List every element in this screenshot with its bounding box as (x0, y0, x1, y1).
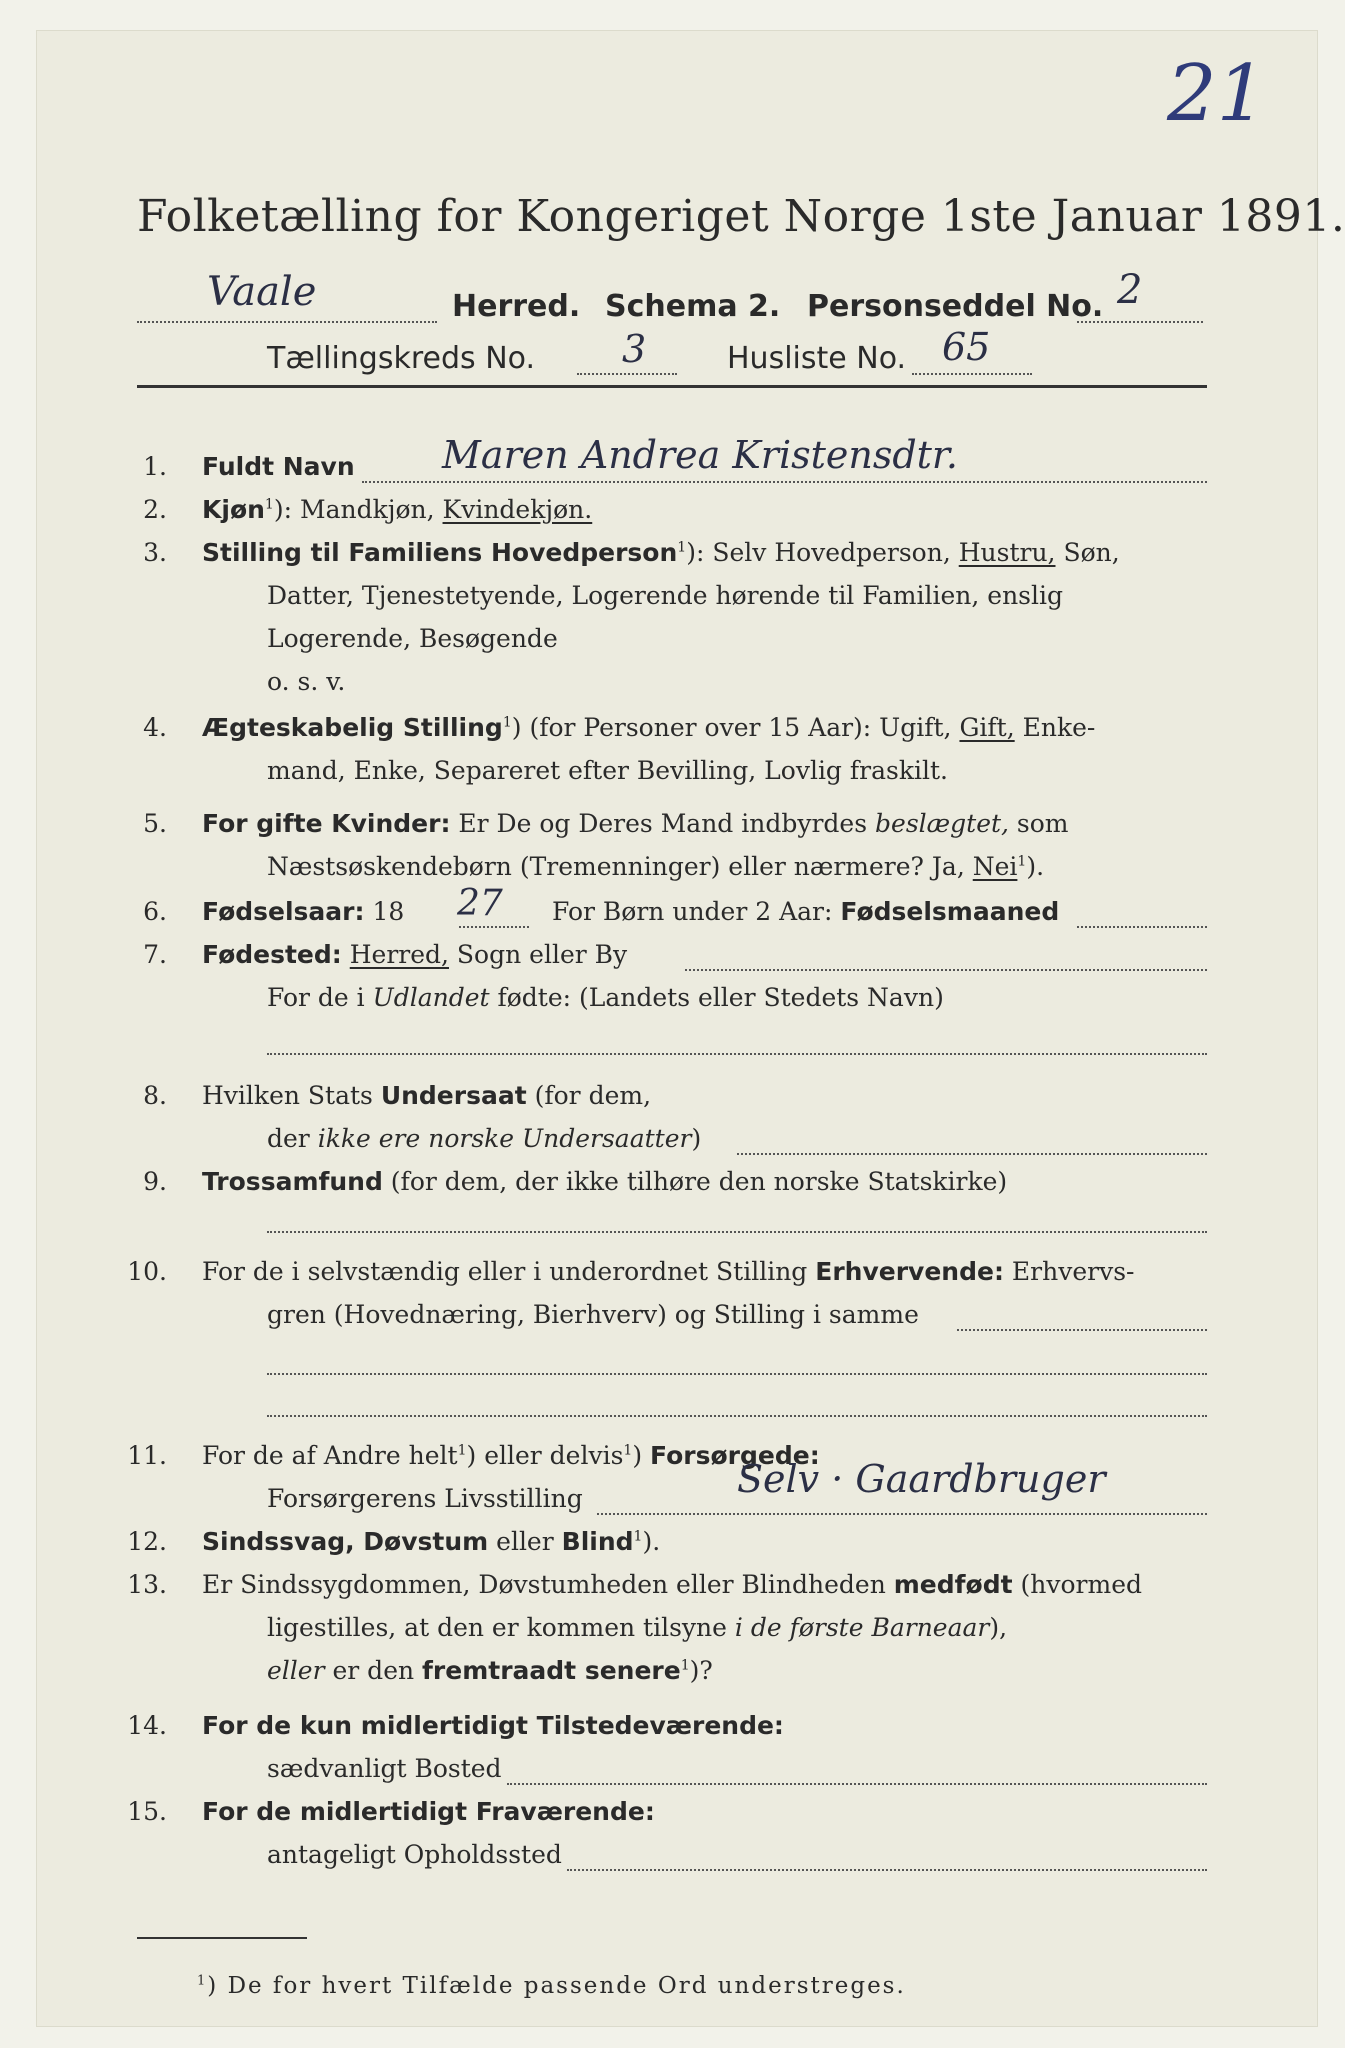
item-8-label: Undersaat (380, 1081, 527, 1110)
footnote-text: ) De for hvert Tilfælde passende Ord understreges. (207, 1973, 906, 1999)
item-7-number: 7. (143, 940, 167, 969)
item-7-line2-italic: Udlandet (372, 983, 490, 1012)
header-rule (137, 385, 1207, 388)
item-5-sup: 1 (1017, 853, 1027, 870)
item-6-value: 27 (457, 883, 503, 924)
footnote (197, 1973, 906, 1999)
item-8-line2-a: der (267, 1124, 318, 1153)
item-13-line3-a: er den (324, 1656, 423, 1685)
item-6-text: For Børn under 2 Aar: (552, 897, 841, 926)
item-8-line-2 (267, 1124, 701, 1153)
item-5-line-2 (267, 852, 1044, 881)
item-9-dots (267, 1231, 1207, 1233)
item-7-text: Sogn eller By (448, 940, 628, 969)
item-12-line (202, 1527, 660, 1556)
item-13-number: 13. (127, 1570, 167, 1599)
herred-label: Herred. (452, 289, 581, 324)
personseddel-dots (1077, 321, 1203, 323)
kreds-dots (577, 373, 677, 375)
item-9-label: Trossamfund (202, 1167, 383, 1196)
item-2-underlined: Kvindekjøn. (442, 495, 593, 524)
item-13-line-3 (267, 1656, 713, 1685)
item-12-label2: Blind (561, 1527, 634, 1556)
item-4-sup: 1 (502, 714, 512, 731)
item-11-sup: 1 (457, 1442, 467, 1459)
item-2-sup: 1 (264, 496, 274, 513)
item-10-dots-2 (267, 1373, 1207, 1375)
husliste-dots (912, 373, 1032, 375)
item-10-number: 10. (127, 1257, 167, 1286)
item-11-sup2: 1 (623, 1442, 633, 1459)
item-4-line-2: mand, Enke, Separeret efter Bevilling, Lovlig fraskilt. (267, 756, 948, 785)
item-1-dots (362, 481, 1207, 483)
item-6-dots-b (1077, 926, 1207, 928)
item-5-line-1 (202, 809, 1069, 838)
item-13-text-a: Er Sindssygdommen, Døvstumheden eller Blindheden (202, 1570, 894, 1599)
item-2-number: 2. (143, 495, 167, 524)
item-13-line3-italic: eller (267, 1656, 325, 1685)
item-11-number: 11. (127, 1441, 167, 1470)
item-6-label: Fødselsaar: (202, 897, 365, 926)
item-6-text-line (552, 897, 1059, 926)
item-14-pre: For de kun (202, 1711, 361, 1740)
form-title: Folketælling for Kongeriget Norge 1ste Januar 1891. (137, 191, 1345, 242)
item-11-label: Forsørgede: (650, 1441, 820, 1470)
item-11-value: Selv · Gaardbruger (737, 1457, 1106, 1501)
item-7-dots (685, 969, 1207, 971)
item-11-line-2: Forsørgerens Livsstilling (267, 1484, 583, 1513)
item-14-line-2: sædvanligt Bosted (267, 1754, 502, 1783)
item-4-label: Ægteskabelig Stilling (202, 713, 503, 742)
kreds-label: Tællingskreds No. (267, 341, 535, 376)
item-6-prefix: 18 (364, 897, 405, 926)
item-10-dots-3 (267, 1415, 1207, 1417)
item-10-line-1 (202, 1257, 1134, 1286)
item-2-label: Kjøn (202, 495, 265, 524)
item-13-line-1 (202, 1570, 1142, 1599)
item-3-number: 3. (143, 538, 167, 567)
item-12-label: Sindssvag, Døvstum (202, 1527, 489, 1556)
item-13-line2-b: ), (989, 1613, 1008, 1642)
item-11-text-c: ) (632, 1441, 651, 1470)
item-1-value: Maren Andrea Kristensdtr. (442, 433, 959, 477)
item-6-label2: Fødselsmaaned (840, 897, 1060, 926)
item-6-number: 6. (143, 897, 167, 926)
item-13-text-b: (hvormed (1012, 1570, 1142, 1599)
item-8-number: 8. (143, 1081, 167, 1110)
item-5-line2-b: ). (1026, 852, 1045, 881)
item-4-number: 4. (143, 713, 167, 742)
item-11-dots (597, 1513, 1207, 1515)
item-13-line2-italic: i de første Barneaar (734, 1613, 990, 1642)
item-7-dots-2 (267, 1053, 1207, 1055)
kreds-value: 3 (622, 327, 647, 371)
item-5-text-b: som (1008, 809, 1069, 838)
item-13-line-2 (267, 1613, 1007, 1642)
item-11-text-a: For de af Andre helt (202, 1441, 458, 1470)
item-7-underlined: Herred, (349, 940, 449, 969)
item-2-pre: ): Mandkjøn, (273, 495, 443, 524)
item-3-sup: 1 (677, 539, 687, 556)
item-15-line-2: antageligt Opholdssted (267, 1840, 562, 1869)
item-5-number: 5. (143, 809, 167, 838)
item-1-number: 1. (143, 452, 167, 481)
item-1-label: Fuldt Navn (202, 452, 355, 481)
item-14-dots (507, 1783, 1207, 1785)
footnote-sup: 1 (197, 1973, 208, 1989)
item-14-number: 14. (127, 1711, 167, 1740)
item-13-line3-b: )? (689, 1656, 713, 1685)
item-3-text-a: ): Selv Hovedperson, (686, 538, 959, 567)
item-13-sup: 1 (680, 1657, 690, 1674)
item-10-text-a: For de i selvstændig eller i underordnet Stilling (202, 1257, 816, 1286)
item-13-line2-a: ligestilles, at den er kommen tilsyne (267, 1613, 735, 1642)
item-3-text-b: Søn, (1055, 538, 1120, 567)
item-5-label: gifte Kvinder: (256, 809, 451, 838)
item-15-dots (567, 1869, 1207, 1871)
item-3-line-1 (202, 538, 1120, 567)
item-4-text-a: ) (for Personer over 15 Aar): Ugift, (511, 713, 960, 742)
item-3-line-2: Datter, Tjenestetyende, Logerende hørende til Familien, enslig (267, 581, 1064, 610)
item-12-text: eller (488, 1527, 562, 1556)
item-7-line2-a: For de i (267, 983, 373, 1012)
item-4-line-1 (202, 713, 1095, 742)
item-8-text-a: Hvilken Stats (202, 1081, 381, 1110)
item-12-sup: 1 (633, 1528, 643, 1545)
item-12-number: 12. (127, 1527, 167, 1556)
husliste-label: Husliste No. (727, 341, 907, 376)
item-3-line-4: o. s. v. (267, 667, 346, 696)
item-14-line-1 (202, 1711, 784, 1740)
item-10-dots-1 (957, 1329, 1207, 1331)
item-4-text-b: Enke- (1014, 713, 1096, 742)
item-3-underlined: Hustru, (958, 538, 1056, 567)
census-form (36, 30, 1345, 2027)
item-6-line (202, 897, 404, 926)
schema-label: Schema 2. (605, 289, 781, 324)
item-15-label: midlertidigt Fraværende: (299, 1797, 655, 1826)
item-8-dots (737, 1153, 1207, 1155)
personseddel-label: Personseddel No. (807, 289, 1104, 324)
item-11-text-b: ) eller delvis (466, 1441, 624, 1470)
item-9-text: (for dem, der ikke tilhøre den norske Statskirke) (382, 1167, 1008, 1196)
item-7-line-2 (267, 983, 944, 1012)
husliste-value: 65 (942, 325, 991, 369)
personseddel-value: 2 (1117, 267, 1143, 313)
item-5-italic: beslægtet, (875, 809, 1009, 838)
item-8-line-1 (202, 1081, 651, 1110)
item-8-line2-italic: ikke ere norske Undersaatter (317, 1124, 692, 1153)
item-10-text-b: Erhvervs- (1003, 1257, 1135, 1286)
item-15-line-1 (202, 1797, 655, 1826)
item-11-line-1 (202, 1441, 820, 1470)
item-15-pre: For de (202, 1797, 300, 1826)
item-7-line2-b: fødte: (Landets eller Stedets Navn) (489, 983, 944, 1012)
item-5-pre: For (202, 809, 257, 838)
item-12-end: ). (642, 1527, 661, 1556)
item-10-line-2: gren (Hovednæring, Bierhverv) og Stilling i samme (267, 1300, 919, 1329)
item-2-line (202, 495, 592, 524)
footnote-rule (137, 1937, 307, 1939)
item-8-text-b: (for dem, (526, 1081, 652, 1110)
item-13-label: medfødt (893, 1570, 1013, 1599)
item-7-line-1 (202, 940, 627, 969)
item-7-label: Fødested: (202, 940, 342, 969)
item-9-line-1 (202, 1167, 1007, 1196)
item-3-line-3: Logerende, Besøgende (267, 624, 558, 653)
item-5-line2-a: Næstsøskendebørn (Tremenninger) eller nærmere? Ja, (267, 852, 973, 881)
herred-dots (137, 321, 437, 323)
item-4-underlined: Gift, (959, 713, 1015, 742)
item-5-text-a: Er De og Deres Mand indbyrdes (450, 809, 876, 838)
item-5-underlined: Nei (972, 852, 1018, 881)
item-15-number: 15. (127, 1797, 167, 1826)
item-9-number: 9. (143, 1167, 167, 1196)
item-3-label: Stilling til Familiens Hovedperson (202, 538, 678, 567)
item-6-dots-a (459, 926, 529, 928)
item-14-label: midlertidigt Tilstedeværende: (360, 1711, 784, 1740)
page-number: 21 (1167, 49, 1267, 139)
item-13-line3-label: fremtraadt senere (422, 1656, 681, 1685)
herred-value: Vaale (207, 269, 317, 315)
item-10-label: Erhvervende: (815, 1257, 1004, 1286)
item-8-line2-b: ) (691, 1124, 702, 1153)
